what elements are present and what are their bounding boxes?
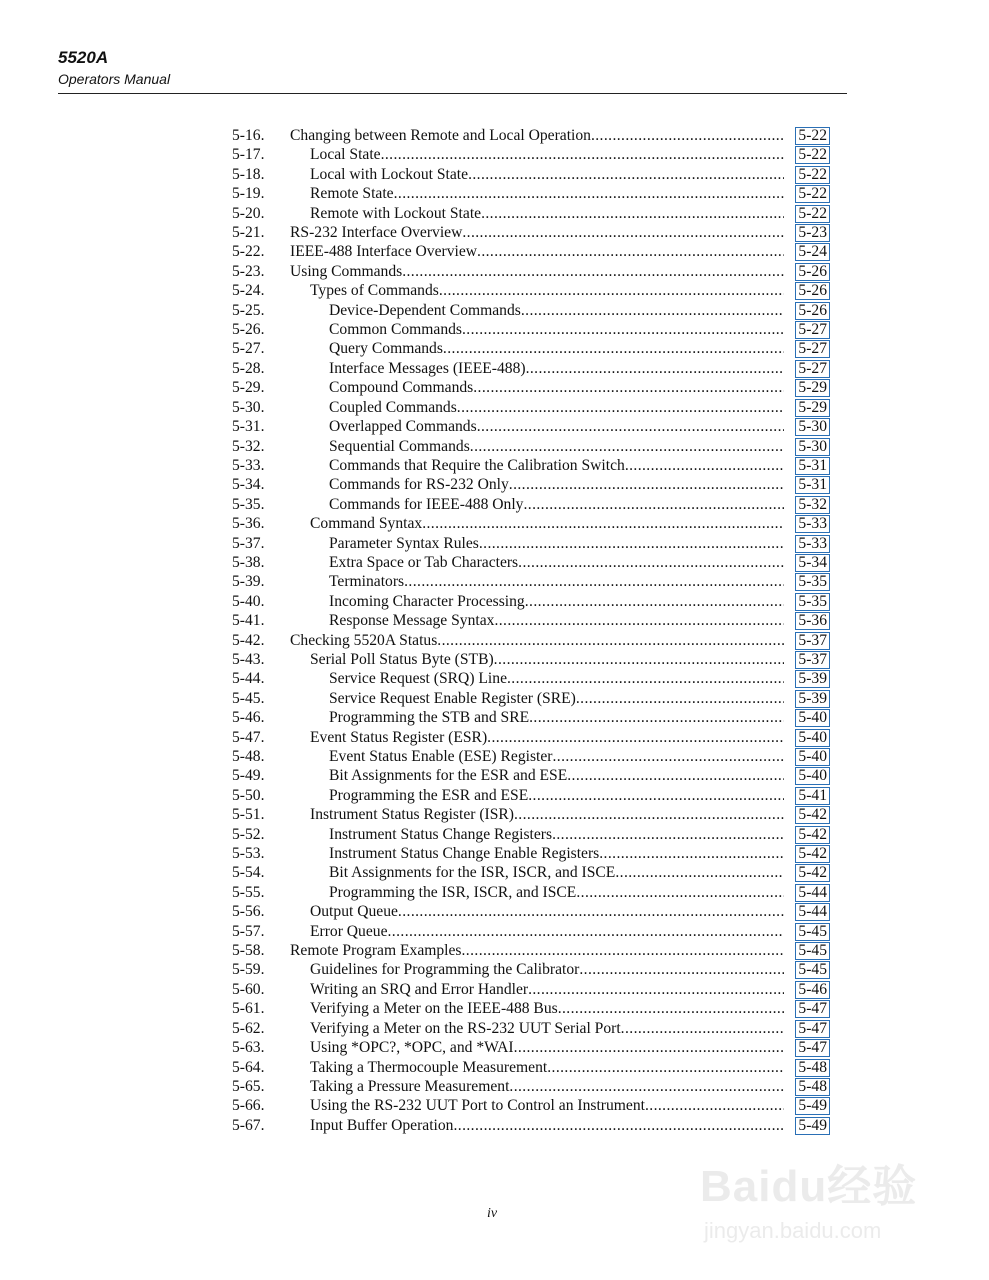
toc-section-number: 5-33.: [232, 456, 265, 474]
toc-page-link[interactable]: 5-37: [795, 651, 830, 669]
toc-entry: [232, 1019, 832, 1038]
toc-section-title: Terminators: [329, 573, 405, 591]
toc-entry: [232, 126, 832, 145]
toc-page-link[interactable]: 5-36: [795, 612, 830, 630]
toc-entry-leader: [310, 902, 784, 921]
toc-section-title: Extra Space or Tab Characters: [329, 553, 519, 571]
toc-section-number: 5-60.: [232, 980, 265, 998]
toc-entry-leader: [329, 863, 784, 882]
toc-entry: [232, 999, 832, 1018]
toc-section-title: Output Queue: [310, 903, 398, 921]
toc-section-title: Compound Commands: [329, 379, 474, 397]
toc-page-link[interactable]: 5-33: [795, 535, 830, 553]
toc-section-number: 5-16.: [232, 127, 265, 144]
toc-section-title: Checking 5520A Status: [290, 631, 438, 649]
toc-section-number: 5-54.: [232, 864, 265, 882]
toc-entry-leader: [329, 320, 784, 339]
toc-section-title: Using the RS-232 UUT Port to Control an Instrument: [310, 1097, 645, 1115]
toc-page-link[interactable]: 5-26: [795, 302, 830, 320]
toc-section-title: Input Buffer Operation: [310, 1116, 454, 1134]
toc-section-title: Parameter Syntax Rules: [329, 534, 479, 552]
toc-page-link[interactable]: 5-34: [795, 554, 830, 572]
toc-section-number: 5-50.: [232, 786, 265, 804]
toc-entry: [232, 650, 832, 669]
toc-entry: [232, 825, 832, 844]
toc-page-link[interactable]: 5-48: [795, 1059, 830, 1077]
toc-page-link[interactable]: 5-31: [795, 476, 830, 494]
toc-entry: [232, 1077, 832, 1096]
table-of-contents: [232, 126, 832, 1135]
toc-page-link[interactable]: 5-33: [795, 515, 830, 533]
toc-section-number: 5-41.: [232, 612, 265, 630]
toc-entry: [232, 398, 832, 417]
toc-section-title: Instrument Status Register (ISR): [310, 806, 514, 824]
toc-entry-leader: [329, 534, 784, 553]
toc-section-title: Coupled Commands: [329, 398, 457, 416]
toc-entry: [232, 863, 832, 882]
toc-entry: [232, 669, 832, 688]
toc-section-title: Guidelines for Programming the Calibrator: [310, 961, 580, 979]
toc-section-title: Local State: [310, 146, 381, 164]
toc-section-title: Event Status Enable (ESE) Register: [329, 748, 553, 765]
document-subtitle: Operators Manual: [58, 71, 171, 87]
toc-entry: [232, 145, 832, 164]
toc-entry: [232, 475, 832, 494]
toc-entry-leader: [329, 495, 784, 514]
toc-section-title: Common Commands: [329, 321, 462, 339]
toc-section-title: Bit Assignments for the ESR and ESE: [329, 767, 568, 785]
toc-page-link[interactable]: 5-42: [795, 845, 830, 863]
toc-entry-leader: [329, 747, 784, 766]
toc-section-title: Query Commands: [329, 340, 443, 358]
toc-section-number: 5-43.: [232, 650, 265, 668]
toc-page-link[interactable]: 5-35: [795, 573, 830, 591]
toc-entry-leader: [290, 262, 784, 281]
toc-entry: [232, 417, 832, 436]
toc-entry-leader: [329, 883, 784, 902]
toc-entry-leader: [310, 1019, 784, 1038]
toc-entry-leader: [310, 1077, 784, 1096]
toc-section-title: RS-232 Interface Overview: [290, 224, 463, 242]
toc-entry: [232, 165, 832, 184]
watermark-brand: Baidu经验: [700, 1162, 918, 1211]
document-title: 5520A: [58, 48, 109, 67]
toc-page-link[interactable]: 5-40: [795, 748, 830, 766]
toc-entry: [232, 320, 832, 339]
toc-page-link[interactable]: 5-26: [795, 263, 830, 281]
toc-entry-leader: [329, 437, 784, 456]
toc-entry: [232, 1058, 832, 1077]
toc-section-number: 5-19.: [232, 185, 265, 203]
toc-entry: [232, 902, 832, 921]
toc-page-link[interactable]: 5-26: [795, 282, 830, 300]
toc-section-number: 5-59.: [232, 961, 265, 979]
toc-page-link[interactable]: 5-22: [795, 127, 830, 145]
toc-page-link[interactable]: 5-23: [795, 224, 830, 242]
toc-page-link[interactable]: 5-42: [795, 806, 830, 824]
toc-page-link[interactable]: 5-49: [795, 1117, 830, 1135]
toc-page-link[interactable]: 5-30: [795, 418, 830, 436]
toc-entry-leader: [329, 359, 784, 378]
toc-section-number: 5-49.: [232, 767, 265, 785]
toc-page-link[interactable]: 5-40: [795, 709, 830, 727]
toc-page-link[interactable]: 5-47: [795, 1020, 830, 1038]
toc-entry: [232, 301, 832, 320]
toc-entry: [232, 514, 832, 533]
toc-page-link[interactable]: 5-29: [795, 379, 830, 397]
toc-entry-leader: [310, 1116, 784, 1135]
toc-page-link[interactable]: 5-22: [795, 205, 830, 223]
toc-page-link[interactable]: 5-40: [795, 729, 830, 747]
toc-entry: [232, 728, 832, 747]
toc-section-number: 5-51.: [232, 806, 265, 824]
watermark-url: jingyan.baidu.com: [704, 1218, 882, 1243]
toc-entry: [232, 708, 832, 727]
toc-section-title: Bit Assignments for the ISR, ISCR, and ISCE: [329, 864, 616, 882]
toc-section-number: 5-56.: [232, 903, 265, 921]
toc-entry-leader: [329, 844, 784, 863]
toc-section-title: Changing between Remote and Local Operation: [290, 127, 591, 144]
toc-page-link[interactable]: 5-47: [795, 1039, 830, 1057]
toc-section-number: 5-57.: [232, 922, 265, 940]
toc-section-number: 5-37.: [232, 534, 265, 552]
toc-section-number: 5-20.: [232, 204, 265, 222]
toc-page-link[interactable]: 5-42: [795, 826, 830, 844]
toc-page-link[interactable]: 5-39: [795, 690, 830, 708]
toc-section-title: Commands that Require the Calibration Switch: [329, 456, 625, 474]
toc-entry-leader: [329, 339, 784, 358]
toc-section-title: Remote Program Examples: [290, 942, 462, 960]
toc-page-link[interactable]: 5-40: [795, 767, 830, 785]
toc-section-title: Command Syntax: [310, 515, 423, 533]
toc-section-number: 5-53.: [232, 845, 265, 863]
toc-entry: [232, 941, 832, 960]
toc-entry-leader: [329, 689, 784, 708]
toc-entry: [232, 922, 832, 941]
toc-section-number: 5-66.: [232, 1097, 265, 1115]
toc-entry-leader: [310, 281, 784, 300]
toc-entry-leader: [329, 592, 784, 611]
toc-section-title: Programming the ISR, ISCR, and ISCE: [329, 883, 577, 901]
toc-entry-leader: [329, 611, 784, 630]
toc-entry: [232, 883, 832, 902]
page-number: iv: [487, 1206, 498, 1221]
toc-section-number: 5-18.: [232, 165, 265, 183]
toc-section-title: Using *OPC?, *OPC, and *WAI: [310, 1039, 514, 1057]
toc-section-title: Interface Messages (IEEE-488): [329, 359, 526, 377]
toc-entry: [232, 437, 832, 456]
toc-entry-leader: [310, 184, 784, 203]
toc-entry-leader: [310, 960, 784, 979]
toc-section-number: 5-67.: [232, 1116, 265, 1134]
toc-entry: [232, 223, 832, 242]
toc-section-number: 5-36.: [232, 515, 265, 533]
toc-page-link[interactable]: 5-49: [795, 1097, 830, 1115]
toc-section-number: 5-44.: [232, 670, 265, 688]
toc-entry: [232, 1038, 832, 1057]
toc-section-number: 5-40.: [232, 592, 265, 610]
toc-page-link[interactable]: 5-27: [795, 321, 830, 339]
toc-section-title: Sequential Commands: [329, 437, 470, 455]
toc-section-title: Serial Poll Status Byte (STB): [310, 650, 494, 668]
toc-entry-leader: [310, 728, 784, 747]
toc-section-number: 5-62.: [232, 1019, 265, 1037]
toc-section-title: IEEE-488 Interface Overview: [290, 243, 478, 261]
toc-entry: [232, 359, 832, 378]
toc-section-number: 5-61.: [232, 1000, 265, 1018]
toc-entry-leader: [310, 922, 784, 941]
toc-entry-leader: [329, 417, 784, 436]
toc-entry-leader: [310, 204, 784, 223]
toc-section-title: Writing an SRQ and Error Handler: [310, 980, 529, 998]
toc-section-number: 5-45.: [232, 689, 265, 707]
toc-entry: [232, 242, 832, 261]
toc-section-title: Overlapped Commands: [329, 418, 477, 436]
toc-section-title: Programming the ESR and ESE: [329, 786, 529, 804]
toc-page-link[interactable]: 5-37: [795, 632, 830, 650]
toc-section-number: 5-23.: [232, 262, 265, 280]
toc-section-title: Types of Commands: [310, 282, 439, 300]
toc-entry: [232, 281, 832, 300]
toc-page-link[interactable]: 5-44: [795, 903, 830, 921]
toc-entry: [232, 844, 832, 863]
toc-section-number: 5-39.: [232, 573, 265, 591]
toc-entry: [232, 262, 832, 281]
toc-entry: [232, 960, 832, 979]
toc-entry-leader: [329, 378, 784, 397]
toc-entry: [232, 495, 832, 514]
toc-entry: [232, 184, 832, 203]
toc-page-link[interactable]: 5-22: [795, 146, 830, 164]
toc-section-title: Instrument Status Change Enable Registers: [329, 845, 600, 863]
toc-section-title: Device-Dependent Commands: [329, 301, 521, 319]
toc-section-number: 5-26.: [232, 321, 265, 339]
toc-section-title: Response Message Syntax: [329, 612, 495, 630]
toc-entry-leader: [310, 999, 784, 1018]
toc-section-number: 5-65.: [232, 1077, 265, 1095]
toc-entry-leader: [329, 825, 784, 844]
toc-entry: [232, 786, 832, 805]
toc-section-number: 5-52.: [232, 825, 265, 843]
toc-section-number: 5-47.: [232, 728, 265, 746]
toc-page-link[interactable]: 5-22: [795, 185, 830, 203]
toc-section-title: Service Request (SRQ) Line: [329, 670, 507, 688]
toc-page-link[interactable]: 5-35: [795, 593, 830, 611]
toc-entry-leader: [310, 514, 784, 533]
toc-entry-leader: [310, 805, 784, 824]
toc-entry-leader: [329, 786, 784, 805]
toc-entry: [232, 805, 832, 824]
header-divider: [58, 93, 847, 94]
toc-entry-leader: [310, 1096, 784, 1115]
toc-section-number: 5-31.: [232, 418, 265, 436]
toc-entry-leader: [290, 126, 784, 145]
toc-entry: [232, 592, 832, 611]
toc-entry-leader: [310, 650, 784, 669]
toc-entry: [232, 611, 832, 630]
toc-section-number: 5-48.: [232, 748, 265, 765]
toc-page-link[interactable]: 5-46: [795, 981, 830, 999]
toc-section-number: 5-27.: [232, 340, 265, 358]
toc-entry-leader: [329, 301, 784, 320]
toc-section-title: Remote with Lockout State: [310, 204, 482, 222]
toc-entry-leader: [329, 669, 784, 688]
toc-page-link[interactable]: 5-30: [795, 438, 830, 456]
toc-section-number: 5-24.: [232, 282, 265, 300]
toc-section-title: Event Status Register (ESR): [310, 728, 488, 746]
toc-section-number: 5-63.: [232, 1039, 265, 1057]
toc-section-title: Error Queue: [310, 922, 388, 940]
toc-entry-leader: [329, 398, 784, 417]
toc-page-link[interactable]: 5-45: [795, 942, 830, 960]
toc-section-number: 5-46.: [232, 709, 265, 727]
toc-entry: [232, 378, 832, 397]
toc-section-title: Service Request Enable Register (SRE): [329, 689, 576, 707]
toc-section-number: 5-35.: [232, 495, 265, 513]
toc-entry: [232, 339, 832, 358]
toc-entry-leader: [329, 766, 784, 785]
toc-section-number: 5-34.: [232, 476, 265, 494]
toc-entry: [232, 534, 832, 553]
toc-entry-leader: [290, 223, 784, 242]
toc-entry: [232, 631, 832, 650]
toc-entry-leader: [310, 980, 784, 999]
toc-page-link[interactable]: 5-31: [795, 457, 830, 475]
toc-entry: [232, 980, 832, 999]
toc-entry-leader: [290, 941, 784, 960]
toc-section-number: 5-58.: [232, 942, 265, 960]
toc-entry: [232, 1096, 832, 1115]
toc-page-link[interactable]: 5-41: [795, 787, 830, 805]
toc-section-title: Commands for IEEE-488 Only: [329, 495, 524, 513]
toc-entry-leader: [310, 145, 784, 164]
toc-entry-leader: [329, 572, 784, 591]
toc-page-link[interactable]: 5-45: [795, 923, 830, 941]
toc-section-number: 5-38.: [232, 553, 265, 571]
toc-entry-leader: [329, 553, 784, 572]
toc-entry: [232, 747, 832, 766]
toc-page-link[interactable]: 5-47: [795, 1000, 830, 1018]
toc-section-number: 5-30.: [232, 398, 265, 416]
toc-section-number: 5-29.: [232, 379, 265, 397]
toc-section-title: Remote State: [310, 185, 394, 203]
toc-page-link[interactable]: 5-24: [795, 243, 830, 261]
toc-entry: [232, 1116, 832, 1135]
toc-section-title: Verifying a Meter on the IEEE-488 Bus: [310, 1000, 558, 1018]
toc-entry-leader: [329, 708, 784, 727]
toc-section-number: 5-17.: [232, 146, 265, 164]
toc-section-number: 5-55.: [232, 883, 265, 901]
toc-page-link[interactable]: 5-29: [795, 399, 830, 417]
toc-entry-leader: [329, 475, 784, 494]
toc-section-number: 5-32.: [232, 437, 265, 455]
toc-entry: [232, 766, 832, 785]
toc-page-link[interactable]: 5-39: [795, 670, 830, 688]
toc-section-title: Local with Lockout State: [310, 165, 469, 183]
toc-section-title: Verifying a Meter on the RS-232 UUT Serial Port: [310, 1019, 621, 1037]
toc-section-title: Incoming Character Processing: [329, 592, 525, 610]
watermark: [700, 1138, 940, 1268]
toc-section-number: 5-22.: [232, 243, 265, 261]
toc-section-title: Using Commands: [290, 262, 403, 280]
toc-section-number: 5-42.: [232, 631, 265, 649]
toc-section-title: Commands for RS-232 Only: [329, 476, 509, 494]
toc-entry-leader: [329, 456, 784, 475]
toc-section-number: 5-28.: [232, 359, 265, 377]
toc-entry: [232, 689, 832, 708]
toc-section-title: Taking a Thermocouple Measurement: [310, 1058, 548, 1076]
toc-entry-leader: [310, 1038, 784, 1057]
toc-section-number: 5-21.: [232, 224, 265, 242]
toc-section-title: Programming the STB and SRE: [329, 709, 530, 727]
toc-entry-leader: [290, 631, 784, 650]
toc-entry: [232, 456, 832, 475]
toc-page-link[interactable]: 5-27: [795, 360, 830, 378]
toc-page-link[interactable]: 5-32: [795, 496, 830, 514]
toc-page-link[interactable]: 5-48: [795, 1078, 830, 1096]
toc-page-link[interactable]: 5-22: [795, 166, 830, 184]
toc-entry: [232, 572, 832, 591]
toc-section-number: 5-64.: [232, 1058, 265, 1076]
toc-entry-leader: [310, 165, 784, 184]
toc-section-number: 5-25.: [232, 301, 265, 319]
toc-section-title: Taking a Pressure Measurement: [310, 1077, 510, 1095]
toc-page-link[interactable]: 5-44: [795, 884, 830, 902]
toc-section-title: Instrument Status Change Registers: [329, 825, 553, 843]
toc-entry: [232, 553, 832, 572]
toc-page-link[interactable]: 5-45: [795, 961, 830, 979]
toc-page-link[interactable]: 5-27: [795, 340, 830, 358]
toc-page-link[interactable]: 5-42: [795, 864, 830, 882]
toc-entry-leader: [310, 1058, 784, 1077]
toc-entry: [232, 204, 832, 223]
toc-entry-leader: [290, 242, 784, 261]
